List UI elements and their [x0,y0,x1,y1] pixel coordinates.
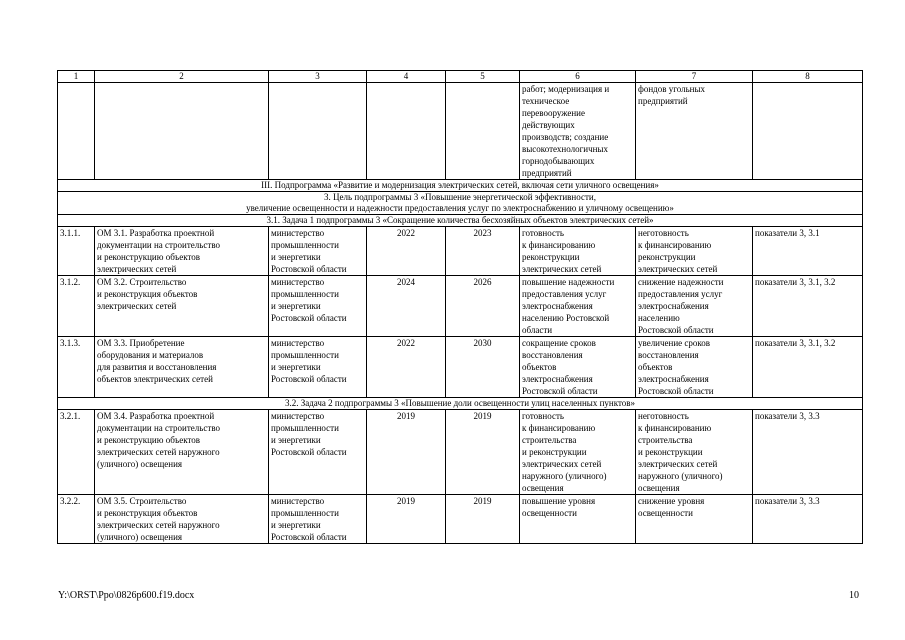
row-number: 3.1.1. [58,227,95,276]
header-col-5: 5 [446,71,520,83]
measure-name: ОМ 3.5. Строительство и реконструкция объектов электрических сетей наружного (уличного) освещения [95,495,269,544]
section-subprogram: III. Подпрограмма «Развитие и модернизация электрических сетей, включая сети уличного освещения» [58,180,863,192]
page-number: 10 [849,590,859,601]
non-implementation-consequence: неготовность к финансированию реконструкции электрических сетей [636,227,753,276]
start-year: 2019 [367,410,446,495]
cell [367,83,446,180]
indicators: показатели 3, 3.1, 3.2 [753,276,863,337]
header-col-2: 2 [95,71,269,83]
start-year: 2022 [367,227,446,276]
footer-file-path: Y:\ORST\Ppo\0826p600.f19.docx [58,590,195,601]
header-col-8: 8 [753,71,863,83]
section-task-1: 3.1. Задача 1 подпрограммы 3 «Сокращение количества бесхозяйных объектов электрических сетей» [58,215,863,227]
cell [58,83,95,180]
expected-result: сокращение сроков восстановления объектов электроснабжения Ростовской области [520,337,636,398]
section-row [58,180,863,192]
section-task-2: 3.2. Задача 2 подпрограммы 3 «Повышение доли освещенности улиц населенных пунктов» [58,398,863,410]
end-year: 2026 [446,276,520,337]
executor: министерство промышленности и энергетики Ростовской области [269,276,367,337]
table-row [58,495,863,544]
start-year: 2019 [367,495,446,544]
continuation-result: работ; модернизация и техническое перевооружение действующих производств; создание высокотехнологичных горнодобывающих предприятий [520,83,636,180]
executor: министерство промышленности и энергетики Ростовской области [269,227,367,276]
header-col-7: 7 [636,71,753,83]
start-year: 2024 [367,276,446,337]
expected-result: повышение уровня освещенности [520,495,636,544]
header-col-4: 4 [367,71,446,83]
end-year: 2019 [446,410,520,495]
executor: министерство промышленности и энергетики Ростовской области [269,495,367,544]
indicators: показатели 3, 3.1 [753,227,863,276]
expected-result: готовность к финансированию строительства и реконструкции электрических сетей наружного (уличного) освещения [520,410,636,495]
measure-name: ОМ 3.2. Строительство и реконструкция объектов электрических сетей [95,276,269,337]
end-year: 2030 [446,337,520,398]
continuation-consequence: фондов угольных предприятий [636,83,753,180]
section-row [58,215,863,227]
section-goal: 3. Цель подпрограммы 3 «Повышение энергетической эффективности, увеличение освещенности и надежности предоставления услуг по электроснабжению и уличному освещению» [58,192,863,215]
table-row [58,227,863,276]
end-year: 2019 [446,495,520,544]
end-year: 2023 [446,227,520,276]
cell [269,83,367,180]
expected-result: готовность к финансированию реконструкции электрических сетей [520,227,636,276]
indicators: показатели 3, 3.3 [753,410,863,495]
row-number: 3.2.1. [58,410,95,495]
table-row [58,337,863,398]
header-col-6: 6 [520,71,636,83]
continuation-row [58,83,863,180]
non-implementation-consequence: неготовность к финансированию строительства и реконструкции электрических сетей наружного (уличного) освещения [636,410,753,495]
row-number: 3.2.2. [58,495,95,544]
start-year: 2022 [367,337,446,398]
non-implementation-consequence: снижение уровня освещенности [636,495,753,544]
table-row [58,410,863,495]
executor: министерство промышленности и энергетики Ростовской области [269,337,367,398]
header-col-3: 3 [269,71,367,83]
expected-result: повышение надежности предоставления услуг электроснабжения населению Ростовской области [520,276,636,337]
non-implementation-consequence: увеличение сроков восстановления объектов электроснабжения Ростовской области [636,337,753,398]
measure-name: ОМ 3.1. Разработка проектной документации на строительство и реконструкцию объектов электрических сетей [95,227,269,276]
row-number: 3.1.3. [58,337,95,398]
table-header-row [58,71,863,83]
measure-name: ОМ 3.4. Разработка проектной документации на строительство и реконструкцию объектов электрических сетей наружного (уличного) освещения [95,410,269,495]
section-row [58,192,863,215]
cell [753,83,863,180]
header-col-1: 1 [58,71,95,83]
non-implementation-consequence: снижение надежности предоставления услуг электроснабжения населению Ростовской области [636,276,753,337]
cell [446,83,520,180]
section-row [58,398,863,410]
indicators: показатели 3, 3.1, 3.2 [753,337,863,398]
measure-name: ОМ 3.3. Приобретение оборудования и материалов для развития и восстановления объектов электрических сетей [95,337,269,398]
cell [95,83,269,180]
document-table [57,70,863,544]
indicators: показатели 3, 3.3 [753,495,863,544]
executor: министерство промышленности и энергетики Ростовской области [269,410,367,495]
row-number: 3.1.2. [58,276,95,337]
table-row [58,276,863,337]
